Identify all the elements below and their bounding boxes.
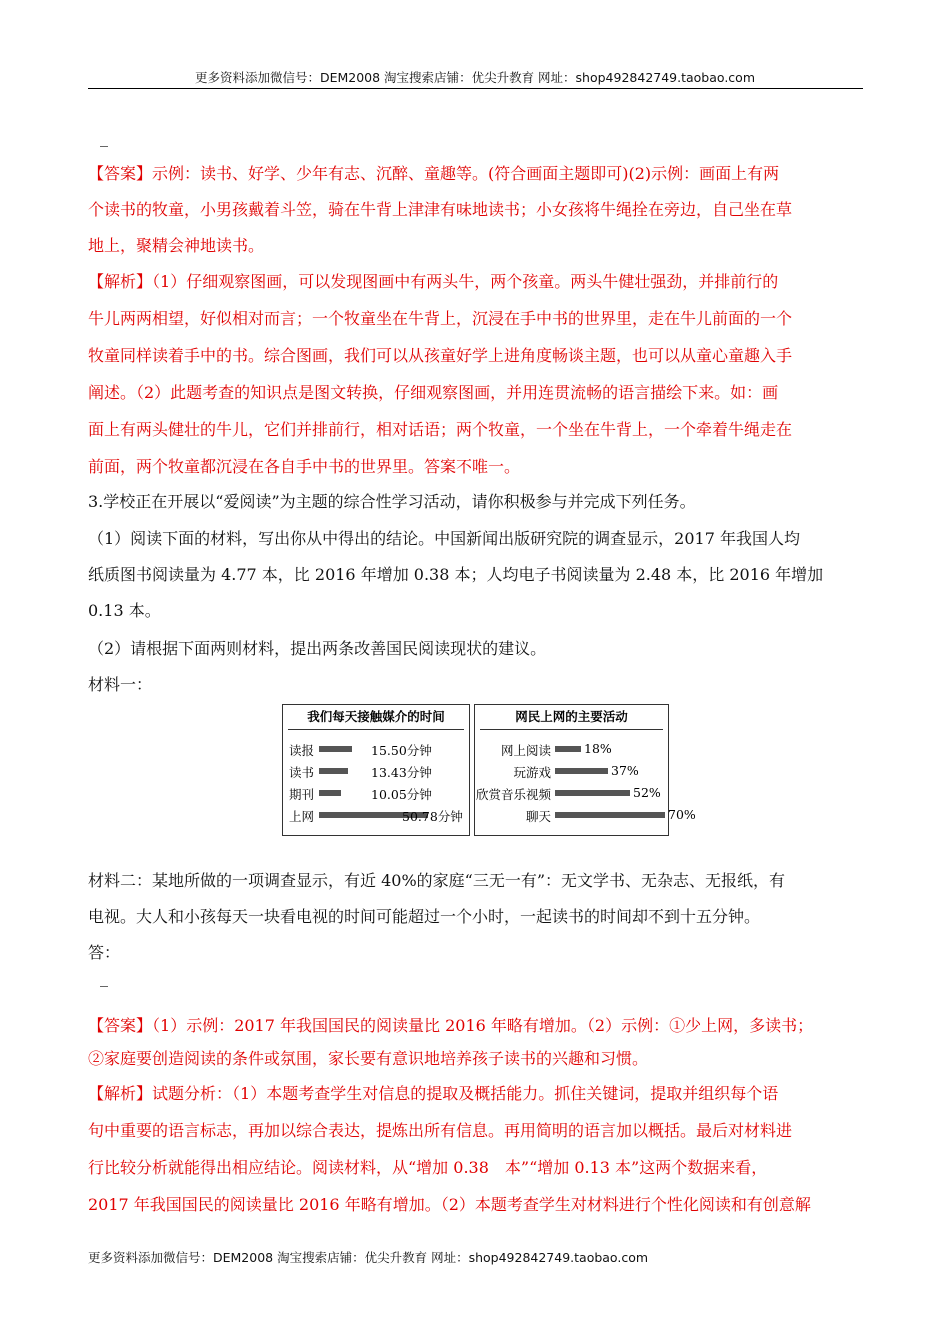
analysis-2-line-1: 【解析】试题分析：（1）本题考查学生对信息的提取及概括能力。抓住关键词，提取并组织每个语 xyxy=(88,1084,779,1103)
page-header: 更多资料添加微信号：DEM2008 淘宝搜索店铺：优尖升教育 网址：shop492842749.taobao.com xyxy=(194,70,756,85)
analysis-2-label: 【解析】 xyxy=(88,1084,153,1103)
media-time-title-rule xyxy=(288,729,464,730)
media-time-row xyxy=(283,807,469,823)
material-2-line-1: 材料二：某地所做的一项调查显示，有近 40%的家庭“三无一有”：无文学书、无杂志、无报纸，有 xyxy=(88,871,786,890)
analysis-2-line-4: 2017 年我国国民的阅读量比 2016 年略有增加。（2）本题考查学生对材料进行个性化阅读和有创意解 xyxy=(88,1195,811,1214)
question-3-sub1-line-2: 纸质图书阅读量为 4.77 本，比 2016 年增加 0.38 本；人均电子书阅读量为 2.48 本，比 2016 年增加 xyxy=(88,565,824,584)
material-2-line-2: 电视。大人和小孩每天一块看电视的时间可能超过一个小时，一起读书的时间却不到十五分钟。 xyxy=(88,907,761,926)
online-activity-row xyxy=(475,763,668,779)
question-3-sub2: （2）请根据下面两则材料，提出两条改善国民阅读现状的建议。 xyxy=(88,639,547,658)
answer-1-line-1: 【答案】示例：读书、好学、少年有志、沉醉、童趣等。(符合画面主题即可)(2)示例：画面上有两 xyxy=(88,164,780,183)
online-activity-row xyxy=(475,741,668,757)
online-activity-bar xyxy=(555,746,581,752)
online-activity-title-rule xyxy=(480,729,663,730)
media-time-bar xyxy=(319,768,348,774)
media-time-row xyxy=(283,741,469,757)
media-time-panel xyxy=(282,704,470,836)
online-activity-bar xyxy=(555,812,665,818)
page-footer: 更多资料添加微信号：DEM2008 淘宝搜索店铺：优尖升教育 网址：shop492842749.taobao.com xyxy=(88,1250,649,1265)
analysis-1-line-2: 牛儿两两相望，好似相对而言；一个牧童坐在牛背上，沉浸在手中书的世界里，走在牛儿前面的一个 xyxy=(88,309,793,328)
media-time-row xyxy=(283,763,469,779)
answer-1-line-3: 地上，聚精会神地读书。 xyxy=(88,236,265,255)
online-activity-bar xyxy=(555,790,630,796)
material-1-label: 材料一： xyxy=(88,675,153,694)
online-activity-bar xyxy=(555,768,608,774)
media-time-value: 13.43分钟 xyxy=(371,765,432,780)
media-time-value: 15.50分钟 xyxy=(371,743,432,758)
analysis-1-line-5: 面上有两头健壮的牛儿，它们并排前行，相对话语；两个牧童，一个坐在牛背上，一个牵着牛绳走在 xyxy=(88,420,793,439)
media-time-label: 期刊 xyxy=(289,787,315,802)
online-activity-value: 52% xyxy=(633,785,661,800)
analysis-1-line-3: 牧童同样读着手中的书。综合图画，我们可以从孩童好学上进角度畅谈主题，也可以从童心童趣入手 xyxy=(88,346,793,365)
online-activity-value: 37% xyxy=(611,763,639,778)
online-activity-label: 聊天 xyxy=(525,809,551,824)
online-activity-label: 欣赏音乐视频 xyxy=(475,787,551,802)
answer-2-label: 【答案】 xyxy=(88,1016,153,1035)
analysis-2-line-2: 句中重要的语言标志，再加以综合表达，提炼出所有信息。再用简明的语言加以概括。最后对材料进 xyxy=(88,1121,793,1140)
answer-blank-1: _ xyxy=(100,128,108,147)
media-time-title: 我们每天接触媒介的时间 xyxy=(307,709,445,724)
analysis-1-line-4: 阐述。（2）此题考查的知识点是图文转换，仔细观察图画，并用连贯流畅的语言描绘下来。如：画 xyxy=(88,383,779,402)
header-divider xyxy=(88,88,863,89)
online-activity-value: 18% xyxy=(584,741,612,756)
question-3-sub1-line-3: 0.13 本。 xyxy=(88,601,161,620)
answer-1-label: 【答案】 xyxy=(88,164,153,183)
material-1-figure xyxy=(282,704,696,838)
media-time-label: 上网 xyxy=(289,809,315,824)
analysis-1-line-1: 【解析】（1）仔细观察图画，可以发现图画中有两头牛，两个孩童。两头牛健壮强劲，并排前行的 xyxy=(88,272,779,291)
media-time-value: 50.78分钟 xyxy=(402,809,463,824)
analysis-1-label: 【解析】 xyxy=(88,272,153,291)
media-time-bar xyxy=(319,790,341,796)
online-activity-row xyxy=(475,785,668,801)
online-activity-panel xyxy=(474,704,696,836)
online-activity-label: 玩游戏 xyxy=(513,765,551,780)
answer-2-line-1: 【答案】（1）示例：2017 年我国国民的阅读量比 2016 年略有增加。（2）示例：①少上网，多读书； xyxy=(88,1016,814,1035)
question-3-stem: 3.学校正在开展以“爱阅读”为主题的综合性学习活动，请你积极参与并完成下列任务。 xyxy=(88,492,696,511)
answer-1-line-2: 个读书的牧童，小男孩戴着斗笠，骑在牛背上津津有味地读书；小女孩将牛绳拴在旁边，自己坐在草 xyxy=(88,200,793,219)
media-time-label: 读书 xyxy=(289,765,315,780)
answer-blank-2: _ xyxy=(100,968,108,987)
answer-2-line-2: ②家庭要创造阅读的条件或氛围，家长要有意识地培养孩子读书的兴趣和习惯。 xyxy=(88,1049,649,1068)
media-time-bar xyxy=(319,746,352,752)
online-activity-value: 70% xyxy=(668,807,696,822)
answer-prompt: 答： xyxy=(88,943,121,962)
online-activity-label: 网上阅读 xyxy=(500,743,551,758)
analysis-2-line-3: 行比较分析就能得出相应结论。阅读材料，从“增加 0.38 本”“增加 0.13 本”这两个数据来看， xyxy=(88,1158,768,1177)
online-activity-title: 网民上网的主要活动 xyxy=(515,709,628,724)
media-time-label: 读报 xyxy=(289,743,315,758)
question-3-sub1-line-1: （1）阅读下面的材料，写出你从中得出的结论。中国新闻出版研究院的调查显示，2017 年我国人均 xyxy=(88,529,800,548)
analysis-1-line-6: 前面，两个牧童都沉浸在各自手中书的世界里。答案不唯一。 xyxy=(88,457,521,476)
media-time-row xyxy=(283,785,469,801)
online-activity-row xyxy=(475,807,696,824)
media-time-value: 10.05分钟 xyxy=(371,787,432,802)
